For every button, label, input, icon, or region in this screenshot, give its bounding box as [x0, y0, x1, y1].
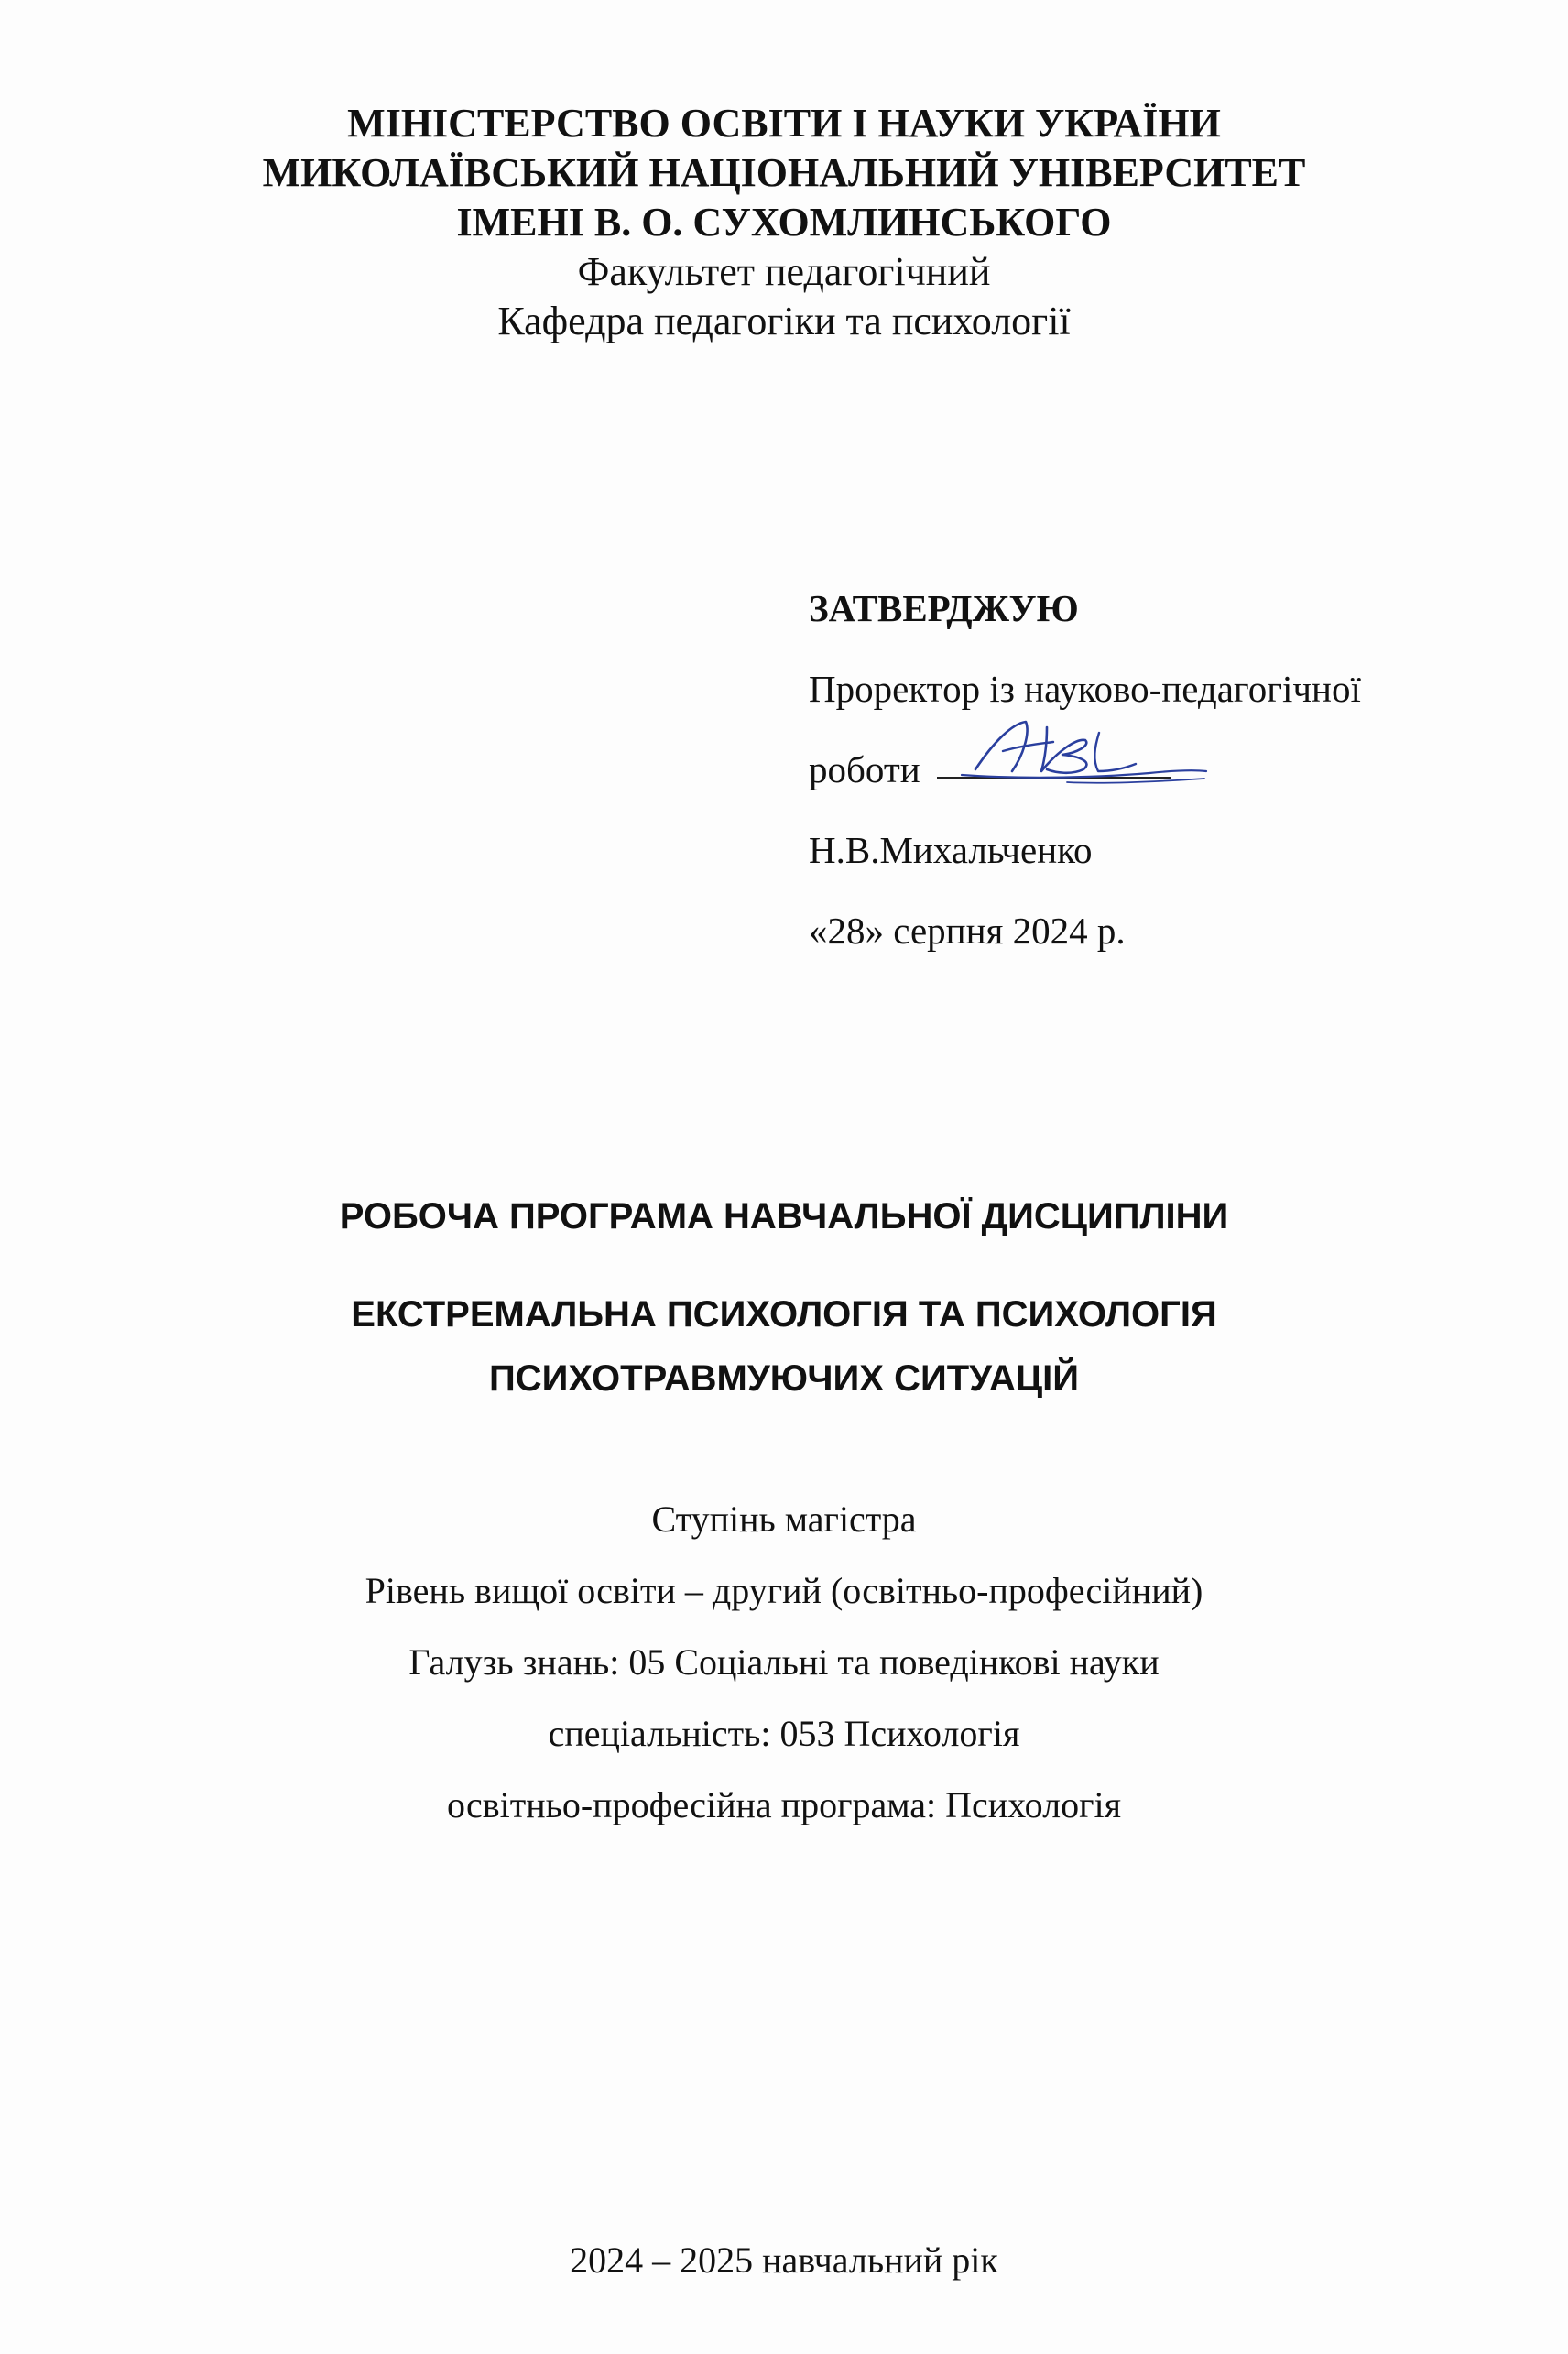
handwritten-signature: [939, 714, 1214, 790]
educational-program-text: освітньо-професійна програма: Психологія: [446, 1784, 1122, 1825]
discipline-title-line-2: ПСИХОТРАВМУЮЧИХ СИТУАЦІЙ: [488, 1358, 1079, 1399]
education-level-text: Рівень вищої освіти – другий (освітньо-професійний): [365, 1570, 1203, 1611]
university-name: МИКОЛАЇВСЬКИЙ НАЦІОНАЛЬНИЙ УНІВЕРСИТЕТ: [262, 150, 1306, 195]
discipline-title-line-1: ЕКСТРЕМАЛЬНА ПСИХОЛОГІЯ ТА ПСИХОЛОГІЯ: [351, 1294, 1217, 1335]
document-title-block: [0, 1191, 1568, 1411]
university-honorific: ІМЕНІ В. О. СУХОМЛИНСЬКОГО: [456, 200, 1112, 245]
approval-block: [809, 579, 1505, 982]
specialty-text: спеціальність: 053 Психологія: [548, 1713, 1020, 1754]
document-title: РОБОЧА ПРОГРАМА НАВЧАЛЬНОЇ ДИСЦИПЛІНИ: [339, 1196, 1229, 1237]
approval-date: «28» серпня 2024 р.: [809, 910, 1126, 952]
approver-name: Н.В.Михальченко: [809, 829, 1093, 871]
department-name: Кафедра педагогіки та психології: [497, 299, 1071, 343]
document-header: [0, 99, 1568, 346]
ministry-name: МІНІСТЕРСТВО ОСВІТИ І НАУКИ УКРАЇНИ: [347, 101, 1221, 146]
approver-position-continued: [809, 740, 1505, 821]
discipline-title: [0, 1282, 1568, 1411]
approver-position: Проректор із науково-педагогічної: [809, 668, 1361, 710]
approval-heading: ЗАТВЕРДЖУЮ: [809, 587, 1079, 629]
program-info: [0, 1484, 1568, 1841]
field-of-knowledge-text: Галузь знань: 05 Соціальні та поведінкові науки: [408, 1641, 1160, 1683]
signature-field: [930, 746, 1186, 782]
approver-position-tail: роботи: [809, 748, 920, 790]
document-footer: [0, 2235, 1568, 2286]
degree-text: Ступінь магістра: [651, 1498, 917, 1540]
academic-year: 2024 – 2025 навчальний рік: [570, 2240, 998, 2281]
faculty-name: Факультет педагогічний: [577, 249, 991, 294]
